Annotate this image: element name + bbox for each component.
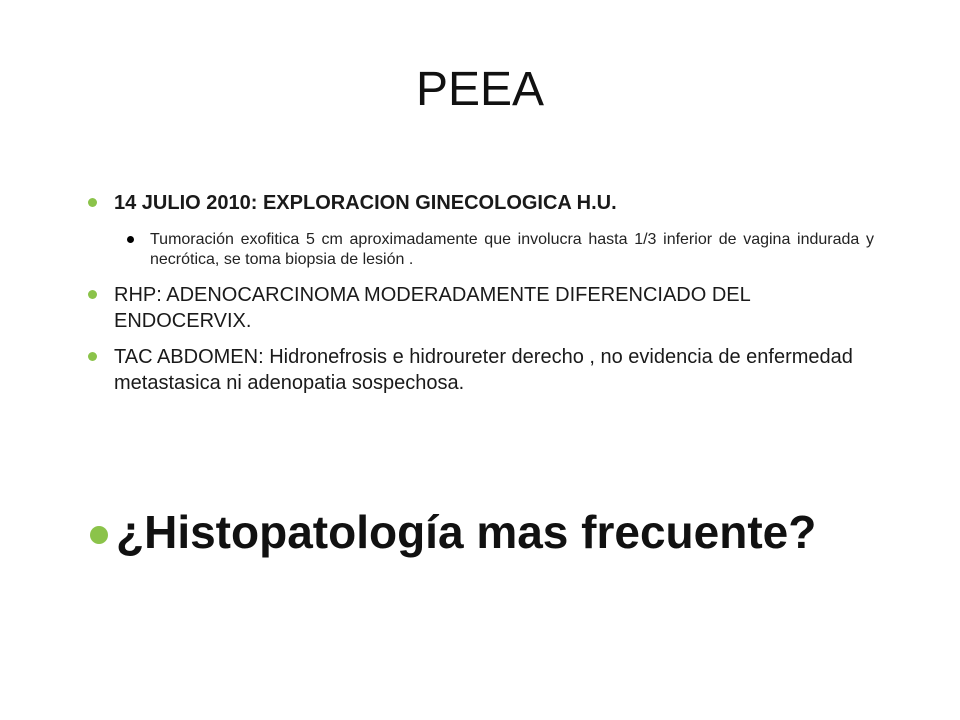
bullet-dot-icon — [88, 198, 97, 207]
sub-bullet-item-tumoracion — [84, 230, 874, 270]
bullet-dot-icon — [88, 290, 97, 299]
slide-title: PEEA — [415, 63, 545, 116]
sub-bullet-text: Tumoración exofitica 5 cm aproximadamente que involucra hasta 1/3 inferior de vagina indurada y necrótica, se toma biopsia de lesión . — [150, 231, 874, 268]
question-bullet-icon — [90, 526, 108, 544]
bullet-dot-icon — [88, 352, 97, 361]
bullet-text: TAC ABDOMEN: Hidronefrosis e hidroureter derecho , no evidencia de enfermedad metastasica ni adenopatia sospechosa. — [114, 346, 853, 394]
bullet-item-exploracion — [84, 190, 874, 216]
question-heading — [88, 500, 936, 564]
bullet-text: RHP: ADENOCARCINOMA MODERADAMENTE DIFERENCIADO DEL ENDOCERVIX. — [114, 284, 751, 332]
sub-bullet-dot-icon — [127, 236, 134, 243]
bullet-item-tac — [84, 344, 874, 396]
question-text: ¿Histopatología mas frecuente? — [116, 506, 817, 558]
bullet-item-rhp — [84, 282, 874, 334]
bullet-text: 14 JULIO 2010: EXPLORACION GINECOLOGICA H.U. — [114, 192, 617, 214]
slide-body — [84, 190, 874, 396]
